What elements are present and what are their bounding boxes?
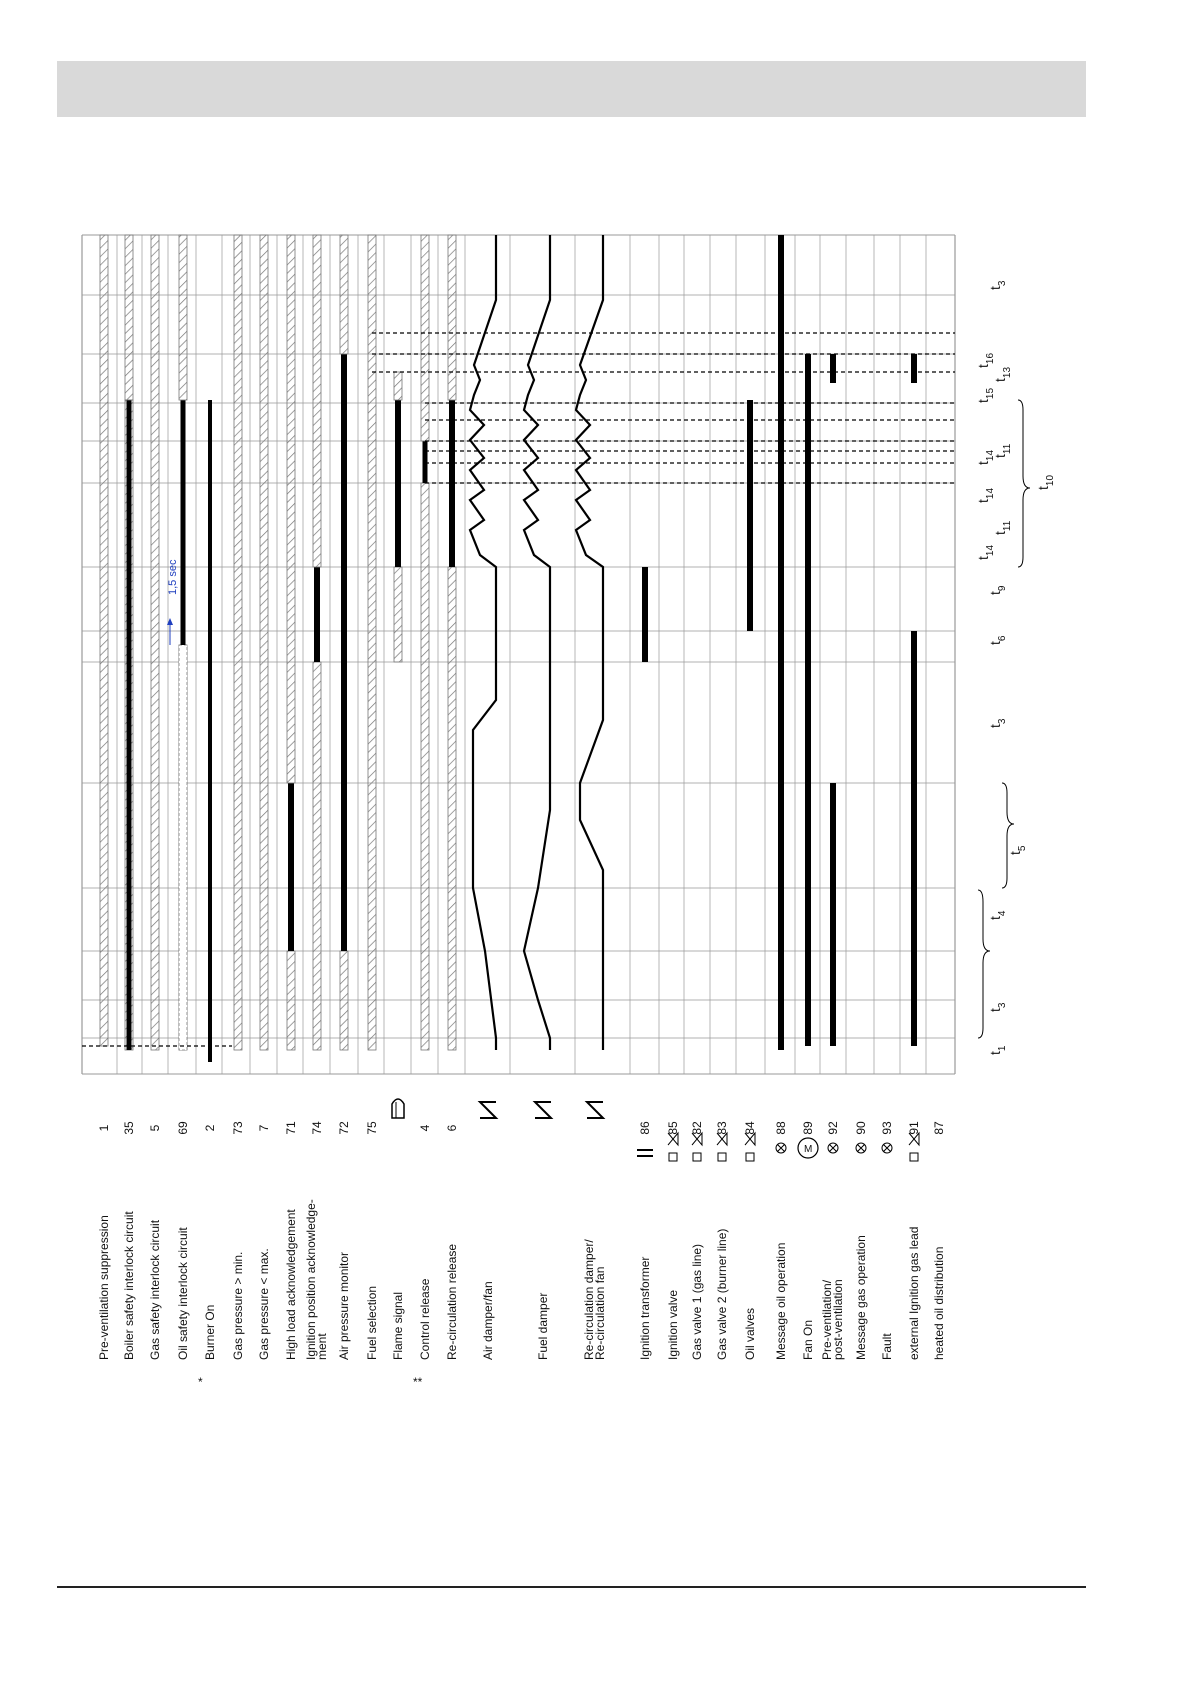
signal-label: Gas valve 2 (burner line) bbox=[715, 1228, 729, 1360]
signal-label: Control release bbox=[418, 1278, 432, 1360]
time-subscript: 16 bbox=[985, 352, 996, 365]
signal-label: external Ignition gas lead bbox=[907, 1226, 921, 1360]
time-label-t16 bbox=[975, 353, 996, 368]
terminal-number: 74 bbox=[310, 1121, 324, 1135]
active-signal-bar bbox=[423, 441, 428, 483]
hatched-signal-bar bbox=[448, 235, 456, 400]
time-letter: t bbox=[975, 556, 991, 560]
terminal-number: 35 bbox=[122, 1121, 136, 1135]
valve-coil-icon bbox=[910, 1153, 918, 1161]
active-signal-bar bbox=[395, 400, 401, 567]
time-label-t10 bbox=[1035, 475, 1056, 490]
hatched-signal-bar bbox=[394, 567, 402, 662]
time-letter: t bbox=[1007, 851, 1023, 855]
terminal-number: 5 bbox=[148, 1124, 162, 1132]
signal-label: Re-circulation fan bbox=[593, 1266, 607, 1360]
active-signal-bar bbox=[747, 400, 753, 631]
fuel-damper-curve bbox=[524, 235, 550, 1050]
time-letter: t bbox=[992, 531, 1008, 535]
time-label-t15 bbox=[975, 388, 996, 403]
time-letter: t bbox=[975, 461, 991, 465]
time-subscript: 11 bbox=[1002, 520, 1013, 532]
time-label-t3c bbox=[987, 280, 1008, 290]
time-subscript: 15 bbox=[985, 387, 996, 400]
terminal-number: 6 bbox=[445, 1124, 459, 1132]
time-letter: t bbox=[987, 641, 1003, 645]
lamp-cross-icon bbox=[884, 1145, 891, 1152]
terminal-number: 72 bbox=[337, 1121, 351, 1135]
hatched-signal-bar bbox=[287, 951, 295, 1050]
signal-label: Gas valve 1 (gas line) bbox=[690, 1243, 704, 1360]
valve-coil-icon bbox=[746, 1153, 754, 1161]
air-damper-curve bbox=[470, 235, 496, 1050]
time-subscript: 4 bbox=[997, 910, 1008, 917]
signal-label: post-ventilation bbox=[831, 1279, 845, 1360]
recirc-damper-curve bbox=[576, 235, 603, 1050]
signal-label: ment bbox=[315, 1333, 329, 1360]
signal-label: Fault bbox=[880, 1333, 894, 1360]
time-label-t5 bbox=[1007, 845, 1028, 855]
diagram-grid bbox=[82, 235, 955, 1074]
time-letter: t bbox=[987, 1008, 1003, 1012]
signal-label: Re-circulation release bbox=[445, 1243, 459, 1360]
motor-letter: M bbox=[804, 1144, 813, 1155]
time-label-t1 bbox=[987, 1045, 1008, 1055]
signal-label: Fuel damper bbox=[536, 1292, 550, 1360]
time-letter: t bbox=[975, 364, 991, 368]
actuator-z-icon bbox=[535, 1102, 551, 1118]
hatched-signal-bar bbox=[287, 235, 295, 783]
time-letter: t bbox=[975, 399, 991, 403]
actuator-z-icon bbox=[587, 1102, 603, 1118]
terminal-number: 86 bbox=[638, 1121, 652, 1135]
time-subscript: 5 bbox=[1017, 845, 1028, 852]
time-subscript: 14 bbox=[985, 449, 996, 462]
oil-interlock-outline bbox=[179, 645, 187, 1050]
time-label-t3b bbox=[987, 718, 1008, 728]
terminal-number: 83 bbox=[715, 1121, 729, 1135]
time-letter: t bbox=[987, 1051, 1003, 1055]
lamp-cross-icon bbox=[778, 1145, 785, 1152]
footnote-marker: * bbox=[198, 1375, 203, 1389]
time-subscript: 11 bbox=[1002, 443, 1013, 455]
active-signal-bar bbox=[805, 354, 811, 1046]
active-signal-bar bbox=[642, 567, 648, 662]
active-signal-bar bbox=[181, 400, 186, 645]
terminal-number: 71 bbox=[284, 1121, 298, 1135]
active-signal-bar bbox=[288, 783, 294, 951]
hatched-signal-bar bbox=[421, 483, 429, 1050]
signal-label: Air pressure monitor bbox=[337, 1251, 351, 1360]
lamp-cross-icon bbox=[830, 1145, 837, 1152]
time-letter: t bbox=[992, 378, 1008, 382]
footnote-marker: ** bbox=[413, 1375, 423, 1389]
delay-annotation: 1,5 sec bbox=[167, 559, 179, 595]
time-letter: t bbox=[987, 591, 1003, 595]
signal-label: Message oil operation bbox=[774, 1242, 788, 1360]
time-letter: t bbox=[987, 916, 1003, 920]
footer-rule bbox=[57, 1586, 1086, 1588]
hatched-signal-bar bbox=[313, 235, 321, 567]
time-label-t9 bbox=[987, 585, 1008, 595]
annotations bbox=[167, 559, 179, 645]
terminal-number: 69 bbox=[176, 1121, 190, 1135]
signal-labels bbox=[97, 1099, 946, 1389]
active-signal-bar bbox=[127, 400, 132, 1050]
hatched-signal-bar bbox=[340, 951, 348, 1050]
time-label-t14b bbox=[975, 488, 996, 503]
time-subscript: 13 bbox=[1002, 366, 1013, 379]
valve-coil-icon bbox=[718, 1153, 726, 1161]
terminal-number: 91 bbox=[907, 1121, 921, 1135]
signal-label: Burner On bbox=[203, 1304, 217, 1360]
active-signal-bar bbox=[778, 235, 784, 1050]
time-letter: t bbox=[1035, 486, 1051, 490]
terminal-number: 85 bbox=[666, 1121, 680, 1135]
time-letter: t bbox=[987, 724, 1003, 728]
signal-label: Boiler safety interlock circuit bbox=[122, 1211, 136, 1360]
terminal-number: 84 bbox=[743, 1121, 757, 1135]
time-label-t6 bbox=[987, 635, 1008, 645]
terminal-number: 87 bbox=[932, 1121, 946, 1135]
signal-label: Air damper/fan bbox=[481, 1281, 495, 1360]
terminal-number: 82 bbox=[690, 1121, 704, 1135]
signal-label: Fuel selection bbox=[365, 1285, 379, 1360]
signal-label: Ignition valve bbox=[666, 1289, 680, 1360]
signal-label: Gas safety interlock circuit bbox=[148, 1219, 162, 1360]
active-signal-bar bbox=[830, 783, 836, 1046]
t10-bracket bbox=[1018, 400, 1030, 567]
active-signal-bar bbox=[314, 567, 320, 662]
t5-bracket bbox=[1002, 783, 1014, 888]
time-letter: t bbox=[975, 499, 991, 503]
hatched-signal-bar bbox=[421, 235, 429, 441]
terminal-number: 7 bbox=[257, 1124, 271, 1132]
terminal-number: 4 bbox=[418, 1124, 432, 1132]
terminal-number: 73 bbox=[231, 1121, 245, 1135]
signal-label: Oil valves bbox=[743, 1307, 757, 1360]
time-subscript: 6 bbox=[997, 635, 1008, 642]
signal-label: Re-circulation damper/ bbox=[582, 1239, 596, 1360]
terminal-number: 92 bbox=[826, 1121, 840, 1135]
time-label-t11a bbox=[992, 520, 1013, 535]
t3-bracket bbox=[978, 890, 990, 1038]
hatched-signal-bar bbox=[234, 235, 242, 1050]
flame-sensor-icon bbox=[392, 1099, 404, 1118]
signal-label: Pre-ventilation suppression bbox=[97, 1215, 111, 1360]
terminal-number: 1 bbox=[97, 1124, 111, 1132]
terminal-number: 90 bbox=[854, 1121, 868, 1135]
terminal-number: 75 bbox=[365, 1121, 379, 1135]
signal-label: Fan On bbox=[801, 1319, 815, 1360]
time-labels bbox=[975, 280, 1056, 1055]
terminal-number: 93 bbox=[880, 1121, 894, 1135]
signal-label: Gas pressure < max. bbox=[257, 1248, 271, 1360]
time-subscript: 3 bbox=[997, 718, 1008, 725]
signal-label: Pre-ventilation/ bbox=[820, 1279, 834, 1360]
terminal-number: 88 bbox=[774, 1121, 788, 1135]
hatched-signal-bar bbox=[368, 235, 376, 1050]
time-subscript: 14 bbox=[985, 487, 996, 500]
hatched-signal-bar bbox=[340, 235, 348, 354]
valve-coil-icon bbox=[693, 1153, 701, 1161]
time-letter: t bbox=[992, 454, 1008, 458]
terminal-number: 2 bbox=[203, 1124, 217, 1132]
hatched-signal-bar bbox=[260, 235, 268, 1050]
signal-label: Oil safety interlock circuit bbox=[176, 1227, 190, 1360]
actuator-curves bbox=[470, 235, 603, 1050]
signal-bars bbox=[100, 235, 917, 1062]
dashed-markers bbox=[82, 333, 955, 1046]
active-signal-bar bbox=[341, 354, 347, 951]
signal-label: High load acknowledgement bbox=[284, 1209, 298, 1360]
signal-label: Ignition transformer bbox=[638, 1256, 652, 1360]
time-label-t4 bbox=[987, 910, 1008, 920]
time-subscript: 3 bbox=[997, 280, 1008, 287]
time-label-t3a bbox=[987, 1002, 1008, 1012]
signal-label: heated oil distribution bbox=[932, 1246, 946, 1360]
time-subscript: 10 bbox=[1045, 474, 1056, 487]
time-label-t14a bbox=[975, 545, 996, 560]
actuator-z-icon bbox=[480, 1102, 496, 1118]
active-signal-bar bbox=[208, 400, 212, 1062]
time-letter: t bbox=[987, 286, 1003, 290]
hatched-signal-bar bbox=[179, 235, 187, 400]
time-subscript: 9 bbox=[997, 585, 1008, 592]
time-subscript: 3 bbox=[997, 1002, 1008, 1009]
hatched-signal-bar bbox=[394, 372, 402, 400]
valve-coil-icon bbox=[669, 1153, 677, 1161]
active-signal-bar bbox=[830, 354, 836, 383]
hatched-signal-bar bbox=[151, 235, 159, 1050]
time-subscript: 1 bbox=[997, 1045, 1008, 1052]
signal-label: Gas pressure > min. bbox=[231, 1251, 245, 1360]
signal-label: Message gas operation bbox=[854, 1235, 868, 1360]
hatched-signal-bar bbox=[125, 235, 133, 400]
signal-label: Flame signal bbox=[391, 1291, 405, 1360]
time-label-t13 bbox=[992, 367, 1013, 382]
time-subscript: 14 bbox=[985, 544, 996, 557]
active-signal-bar bbox=[911, 354, 917, 383]
hatched-signal-bar bbox=[313, 662, 321, 1050]
hatched-signal-bar bbox=[448, 567, 456, 1050]
lamp-cross-icon bbox=[858, 1145, 865, 1152]
active-signal-bar bbox=[911, 631, 917, 1046]
hatched-signal-bar bbox=[100, 235, 108, 1046]
terminal-number: 89 bbox=[801, 1121, 815, 1135]
signal-label: Ignition position acknowledge- bbox=[304, 1199, 318, 1360]
